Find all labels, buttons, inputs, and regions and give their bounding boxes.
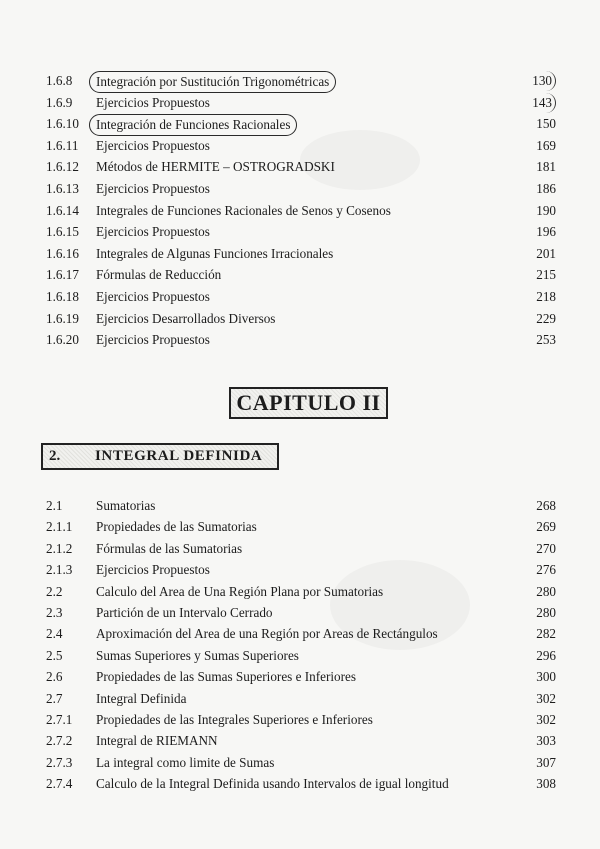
toc-entry-page: 218: [536, 289, 556, 304]
toc-entry-title: Ejercicios Desarrollados Diversos: [96, 310, 276, 326]
toc-entry-page: 268: [536, 498, 556, 513]
toc-entry-number: 2.2: [46, 583, 63, 599]
toc-entry: [0, 603, 600, 623]
toc-entry-title: Ejercicios Propuestos: [96, 224, 210, 240]
toc-entry-page: 130: [532, 71, 556, 91]
toc-entry-title: Sumas Superiores y Sumas Superiores: [96, 647, 299, 663]
toc-entry-title: Ejercicios Propuestos: [96, 289, 210, 304]
toc-entry-number: 1.6.12: [46, 159, 79, 175]
toc-entry-page: 196: [536, 224, 556, 240]
section-heading: [41, 443, 279, 470]
toc-entry: [0, 667, 600, 687]
toc-entry-number: 1.6.9: [46, 94, 73, 110]
toc-entry-page: 270: [536, 540, 556, 556]
toc-entry-number: 1.6.8: [46, 73, 73, 88]
toc-entry: [0, 646, 600, 666]
toc-entry-number: 1.6.16: [46, 245, 79, 261]
toc-entry: [0, 689, 600, 709]
toc-entry-title: Aproximación del Area de una Región por Areas de Rectángulos: [96, 626, 438, 642]
toc-entry: [0, 582, 600, 602]
toc-entry-number: 1.6.14: [46, 202, 79, 218]
toc-entry-title: Integral de RIEMANN: [96, 733, 218, 749]
toc-entry: [0, 71, 600, 91]
toc-entry-title: Partición de un Intervalo Cerrado: [96, 605, 273, 620]
toc-entry-number: 2.7.1: [46, 712, 73, 727]
toc-entry-page: 150: [536, 116, 556, 132]
toc-entry: [0, 753, 600, 773]
toc-entry-page: 229: [536, 310, 556, 326]
section-title: INTEGRAL DEFINIDA: [95, 448, 263, 464]
toc-entry-page: 143: [532, 93, 556, 113]
toc-entry-page: 181: [536, 159, 556, 175]
toc-entry-number: 2.1.1: [46, 519, 73, 535]
toc-entry-title: Sumatorias: [96, 498, 156, 513]
toc-entry-title: Calculo de la Integral Definida usando Intervalos de igual longitud: [96, 776, 449, 792]
toc-entry: [0, 560, 600, 580]
toc-entry-number: 1.6.18: [46, 289, 79, 304]
toc-entry-page: 308: [536, 776, 556, 792]
toc-entry-number: 2.4: [46, 626, 63, 642]
toc-entry-number: 2.1.2: [46, 540, 73, 556]
toc-entry-page: 296: [536, 647, 556, 663]
toc-entry: [0, 624, 600, 644]
toc-entry-title: Integrales de Algunas Funciones Irracionales: [96, 245, 334, 261]
toc-entry-title: Propiedades de las Sumatorias: [96, 519, 257, 535]
toc-entry-title: Ejercicios Propuestos: [96, 137, 210, 153]
toc-entry-page: 186: [536, 181, 556, 196]
toc-entry-title: Ejercicios Propuestos: [96, 332, 210, 348]
toc-entry: [0, 517, 600, 537]
toc-entry: [0, 93, 600, 113]
toc-entry-page: 280: [536, 583, 556, 599]
toc-entry-title: Ejercicios Propuestos: [96, 181, 210, 196]
toc-entry-page: 307: [536, 754, 556, 770]
toc-entry: [0, 774, 600, 794]
toc-entry: [0, 179, 600, 199]
toc-entry: [0, 496, 600, 516]
toc-entry-page: 169: [536, 137, 556, 153]
toc-entry: [0, 244, 600, 264]
toc-entry: [0, 201, 600, 221]
toc-entry-title: Integrales de Funciones Racionales de Senos y Cosenos: [96, 202, 391, 218]
toc-entry-page: 269: [536, 519, 556, 535]
toc-entry-title: Ejercicios Propuestos: [96, 94, 210, 110]
toc-entry: [0, 710, 600, 730]
toc-entry-title-circled: Integración de Funciones Racionales: [89, 114, 297, 136]
toc-entry-page: 190: [536, 202, 556, 218]
toc-entry-page: 215: [536, 267, 556, 283]
toc-entry-page: 201: [536, 245, 556, 261]
toc-entry-number: 2.7.4: [46, 776, 73, 792]
toc-entry-number: 1.6.15: [46, 224, 79, 240]
toc-entry-page: 302: [536, 690, 556, 706]
toc-entry: [0, 222, 600, 242]
chapter-heading: CAPITULO II: [229, 387, 388, 419]
toc-entry-title: Propiedades de las Sumas Superiores e Inferiores: [96, 669, 357, 685]
toc-entry-number: 1.6.19: [46, 310, 79, 326]
toc-entry-page: 276: [536, 562, 556, 578]
toc-entry-title: Calculo del Area de Una Región Plana por Sumatorias: [96, 583, 384, 599]
toc-entry: [0, 157, 600, 177]
toc-entry-number: 1.6.11: [46, 137, 79, 153]
toc-entry-page: 282: [536, 626, 556, 642]
toc-entry-number: 2.7: [46, 690, 63, 706]
toc-entry-page: 253: [536, 332, 556, 348]
toc-entry-number: 2.7.2: [46, 733, 73, 749]
toc-entry-page: 303: [536, 733, 556, 749]
toc-entry-number: 2.5: [46, 647, 63, 663]
toc-entry-title: Propiedades de las Integrales Superiores e Inferiores: [96, 712, 373, 727]
toc-entry-number: 1.6.17: [46, 267, 79, 283]
toc-entry: [0, 136, 600, 156]
toc-entry-number: 2.3: [46, 605, 63, 620]
toc-entry-page: 280: [536, 605, 556, 620]
toc-entry-number: 2.7.3: [46, 754, 73, 770]
toc-entry: [0, 330, 600, 350]
toc-entry: [0, 731, 600, 751]
toc-entry-page: 300: [536, 669, 556, 685]
toc-entry: [0, 114, 600, 134]
toc-entry: [0, 287, 600, 307]
toc-entry-title: Integral Definida: [96, 690, 187, 706]
toc-entry-number: 2.1.3: [46, 562, 73, 578]
toc-entry-page: 302: [536, 712, 556, 727]
toc-entry-number: 2.1: [46, 498, 63, 513]
toc-entry-title: Ejercicios Propuestos: [96, 562, 210, 578]
toc-entry-title: Métodos de HERMITE – OSTROGRADSKI: [96, 159, 335, 175]
toc-entry-title: La integral como limite de Sumas: [96, 754, 275, 770]
toc-entry: [0, 265, 600, 285]
toc-entry-number: 1.6.13: [46, 181, 79, 196]
toc-entry-number: 1.6.10: [46, 116, 79, 132]
toc-entry-title-circled: Integración por Sustitución Trigonométricas: [89, 71, 336, 93]
toc-entry: [0, 309, 600, 329]
toc-entry-number: 2.6: [46, 669, 63, 685]
section-number: 2.: [49, 448, 61, 464]
toc-entry-title: Fórmulas de Reducción: [96, 267, 222, 283]
toc-entry-title: Fórmulas de las Sumatorias: [96, 540, 243, 556]
toc-entry-number: 1.6.20: [46, 332, 79, 348]
toc-entry: [0, 539, 600, 559]
